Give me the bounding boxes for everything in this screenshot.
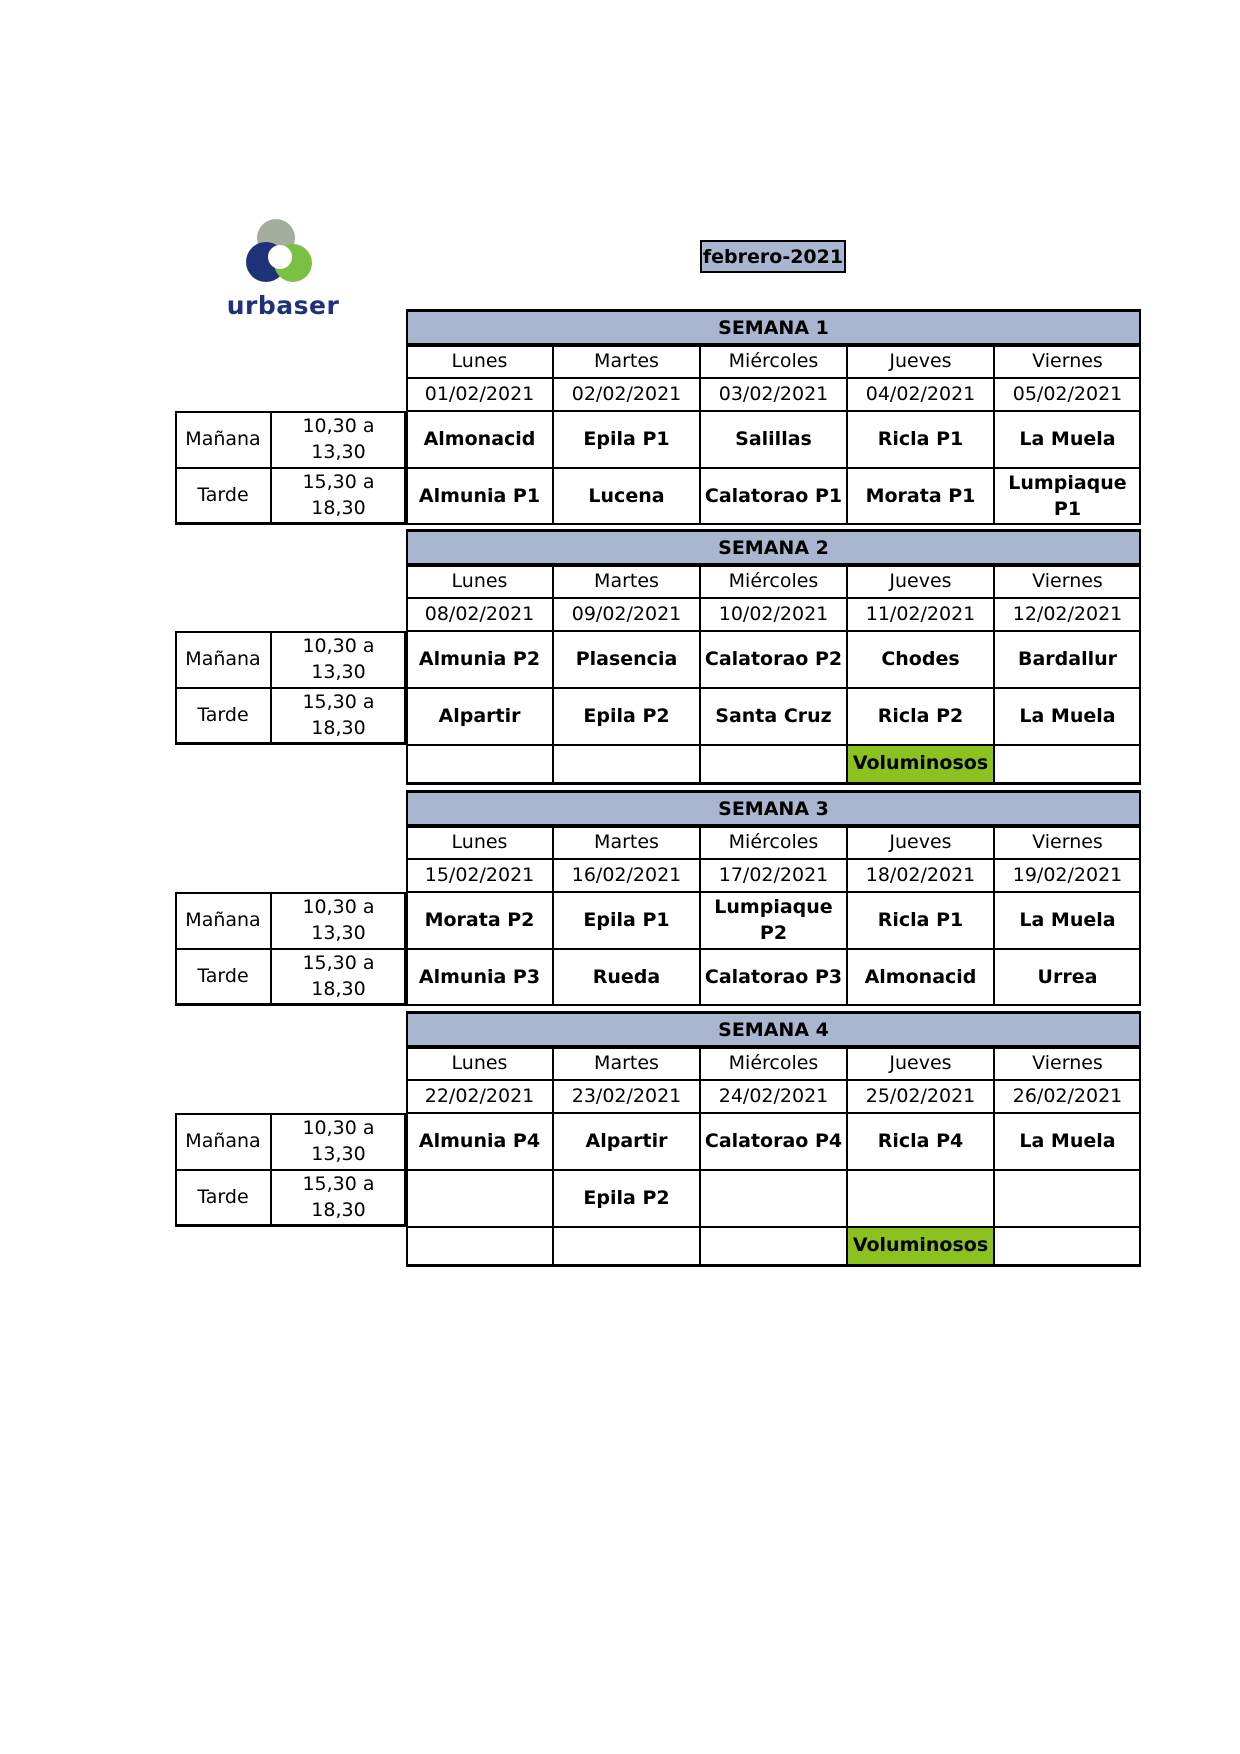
route-cell: [406, 1170, 553, 1227]
date-cell: 12/02/2021: [994, 598, 1141, 631]
route-cell: Epila P1: [553, 892, 700, 949]
voluminosos-cell: Voluminosos: [847, 745, 994, 785]
route-cell: Chodes: [847, 631, 994, 688]
date-cell: 09/02/2021: [553, 598, 700, 631]
route-cell: Calatorao P2: [700, 631, 847, 688]
empty-cell: [553, 745, 700, 785]
route-cell: Ricla P2: [847, 688, 994, 745]
day-name: Martes: [553, 827, 700, 859]
empty-cell: [700, 745, 847, 785]
route-cell: Almunia P3: [406, 949, 553, 1006]
route-cell: Bardallur: [994, 631, 1141, 688]
route-cell: Epila P1: [553, 411, 700, 468]
date-cell: 03/02/2021: [700, 378, 847, 411]
day-name: Lunes: [406, 346, 553, 378]
shift-name: Mañana: [175, 411, 271, 468]
shift-time: 15,30 a 18,30: [271, 1170, 406, 1227]
route-cell: Lumpiaque P2: [700, 892, 847, 949]
route-cell: Urrea: [994, 949, 1141, 1006]
shift-time: 10,30 a 13,30: [271, 631, 406, 688]
day-name: Viernes: [994, 827, 1141, 859]
empty-cell: [406, 1227, 553, 1267]
day-name: Lunes: [406, 566, 553, 598]
date-cell: 25/02/2021: [847, 1080, 994, 1113]
route-cell: Calatorao P1: [700, 468, 847, 525]
route-cell: La Muela: [994, 411, 1141, 468]
route-cell: Epila P2: [553, 688, 700, 745]
empty-cell: [553, 1227, 700, 1267]
date-cell: 05/02/2021: [994, 378, 1141, 411]
route-cell: La Muela: [994, 892, 1141, 949]
shift-time: 10,30 a 13,30: [271, 411, 406, 468]
shift-name: Mañana: [175, 1113, 271, 1170]
day-name: Jueves: [847, 346, 994, 378]
day-name: Miércoles: [700, 1048, 847, 1080]
week-title: SEMANA 3: [406, 790, 1141, 827]
shift-name: Tarde: [175, 1170, 271, 1227]
week-title: SEMANA 4: [406, 1011, 1141, 1048]
day-name: Jueves: [847, 566, 994, 598]
day-name: Martes: [553, 1048, 700, 1080]
shift-name: Tarde: [175, 949, 271, 1006]
day-name: Miércoles: [700, 346, 847, 378]
date-cell: 24/02/2021: [700, 1080, 847, 1113]
shift-time: 15,30 a 18,30: [271, 688, 406, 745]
date-cell: 15/02/2021: [406, 859, 553, 892]
empty-cell: [994, 745, 1141, 785]
route-cell: [847, 1170, 994, 1227]
route-cell: Almunia P4: [406, 1113, 553, 1170]
route-cell: Morata P2: [406, 892, 553, 949]
route-cell: Alpartir: [406, 688, 553, 745]
date-cell: 18/02/2021: [847, 859, 994, 892]
shift-time: 15,30 a 18,30: [271, 468, 406, 525]
route-cell: Ricla P4: [847, 1113, 994, 1170]
week-title: SEMANA 1: [406, 309, 1141, 346]
shift-time: 10,30 a 13,30: [271, 1113, 406, 1170]
day-name: Viernes: [994, 1048, 1141, 1080]
week-title: SEMANA 2: [406, 529, 1141, 566]
day-name: Viernes: [994, 566, 1141, 598]
date-cell: 23/02/2021: [553, 1080, 700, 1113]
day-name: Martes: [553, 566, 700, 598]
logo-circles-icon: [218, 214, 348, 294]
day-name: Miércoles: [700, 566, 847, 598]
day-name: Lunes: [406, 1048, 553, 1080]
day-name: Martes: [553, 346, 700, 378]
voluminosos-cell: Voluminosos: [847, 1227, 994, 1267]
logo-text: urbaser: [226, 291, 340, 320]
route-cell: Calatorao P3: [700, 949, 847, 1006]
shift-time: 10,30 a 13,30: [271, 892, 406, 949]
date-cell: 04/02/2021: [847, 378, 994, 411]
route-cell: Epila P2: [553, 1170, 700, 1227]
route-cell: Ricla P1: [847, 892, 994, 949]
route-cell: Salillas: [700, 411, 847, 468]
date-cell: 22/02/2021: [406, 1080, 553, 1113]
route-cell: La Muela: [994, 688, 1141, 745]
route-cell: Lumpiaque P1: [994, 468, 1141, 525]
route-cell: Ricla P1: [847, 411, 994, 468]
date-cell: 19/02/2021: [994, 859, 1141, 892]
date-cell: 11/02/2021: [847, 598, 994, 631]
empty-cell: [994, 1227, 1141, 1267]
shift-time: 15,30 a 18,30: [271, 949, 406, 1006]
date-cell: 08/02/2021: [406, 598, 553, 631]
route-cell: Lucena: [553, 468, 700, 525]
route-cell: Almunia P1: [406, 468, 553, 525]
empty-cell: [700, 1227, 847, 1267]
route-cell: Almonacid: [847, 949, 994, 1006]
route-cell: Almonacid: [406, 411, 553, 468]
route-cell: [700, 1170, 847, 1227]
month-title: febrero-2021: [700, 240, 846, 273]
empty-cell: [406, 745, 553, 785]
date-cell: 16/02/2021: [553, 859, 700, 892]
date-cell: 17/02/2021: [700, 859, 847, 892]
date-cell: 10/02/2021: [700, 598, 847, 631]
route-cell: Alpartir: [553, 1113, 700, 1170]
route-cell: Morata P1: [847, 468, 994, 525]
route-cell: [994, 1170, 1141, 1227]
date-cell: 26/02/2021: [994, 1080, 1141, 1113]
route-cell: Calatorao P4: [700, 1113, 847, 1170]
urbaser-logo: [218, 214, 348, 324]
shift-name: Tarde: [175, 688, 271, 745]
route-cell: La Muela: [994, 1113, 1141, 1170]
date-cell: 01/02/2021: [406, 378, 553, 411]
route-cell: Plasencia: [553, 631, 700, 688]
day-name: Miércoles: [700, 827, 847, 859]
route-cell: Santa Cruz: [700, 688, 847, 745]
day-name: Viernes: [994, 346, 1141, 378]
day-name: Jueves: [847, 1048, 994, 1080]
shift-name: Mañana: [175, 892, 271, 949]
day-name: Jueves: [847, 827, 994, 859]
day-name: Lunes: [406, 827, 553, 859]
route-cell: Rueda: [553, 949, 700, 1006]
shift-name: Tarde: [175, 468, 271, 525]
date-cell: 02/02/2021: [553, 378, 700, 411]
route-cell: Almunia P2: [406, 631, 553, 688]
shift-name: Mañana: [175, 631, 271, 688]
